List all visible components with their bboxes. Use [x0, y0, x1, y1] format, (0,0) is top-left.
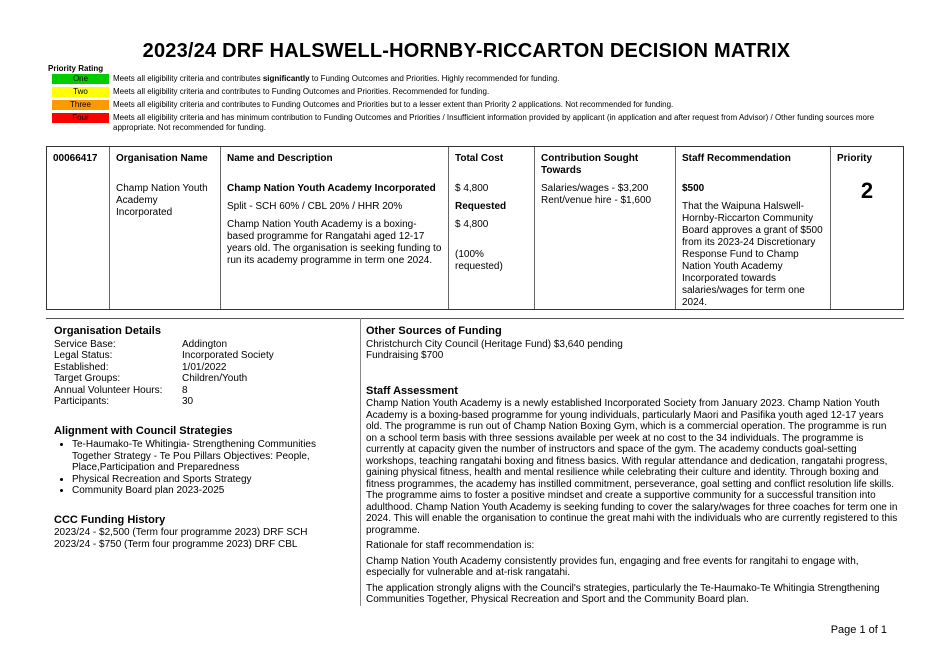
application-id: 00066417 — [53, 153, 98, 164]
detail-row: Service Base: Addington — [54, 338, 228, 350]
header-name-description: Name and Description — [227, 153, 333, 164]
decision-matrix-table — [46, 146, 904, 310]
requested-percentage: (100% requested) — [455, 249, 503, 272]
staff-recommendation-column — [676, 147, 831, 309]
alignment-list — [54, 439, 354, 497]
page-title: 2023/24 DRF HALSWELL-HORNBY-RICCARTON DECISION MATRIX — [142, 40, 791, 62]
funding-history-heading: CCC Funding History — [54, 513, 166, 526]
header-priority: Priority — [837, 153, 873, 164]
cost-column — [449, 147, 535, 309]
section-divider — [46, 318, 904, 319]
list-item: • Te-Haumako-Te Whitingia- Strengthening Communities Together Strategy - Te Pou Pillars Objectives: People, Place,Participation and Preparedness — [72, 439, 354, 474]
requested-amount: $ 4,800 — [455, 219, 489, 230]
legend-swatch: Two — [52, 87, 109, 97]
header-organisation: Organisation Name — [116, 153, 208, 164]
legend-text: Meets all eligibility criteria and contributes to Funding Outcomes and Priorities. Recommended for funding. — [113, 87, 490, 96]
recommendation-text: That the Waipuna Halswell-Hornby-Riccarton Community Board approves a grant of $500 from its 2023-24 Discretionary Response Fund to Champ Nation Youth Academy Incorporated towards salaries/wages for term one 2024. — [682, 201, 823, 308]
contribution-item: Rent/venue hire - $1,600 — [541, 195, 652, 206]
rationale-label: Rationale for staff recommendation is: — [366, 540, 535, 551]
contribution-item: Salaries/wages - $3,200 — [541, 183, 649, 194]
detail-row: Participants: 30 — [54, 396, 194, 407]
legend-row — [52, 100, 882, 110]
organisation-name: Champ Nation Youth Academy Incorporated — [116, 183, 208, 218]
rationale-point: The application strongly aligns with the Council's strategies, particularly the Te-Haumako-Te Whitingia Strengthening Communities Together, Physical Recreation and Sport and the Community Board plan. — [366, 582, 880, 605]
contribution-column — [535, 147, 676, 309]
list-item: Christchurch City Council (Heritage Fund) $3,640 pending — [366, 338, 623, 350]
priority-value: 2 — [860, 178, 874, 203]
legend-row — [52, 74, 882, 84]
list-item: 2023/24 - $750 (Term four programme 2023) DRF CBL — [54, 538, 298, 550]
left-panel — [54, 326, 354, 550]
project-description: Champ Nation Youth Academy is a boxing-based programme for Rangatahi aged 12-17 years old. The organisation is seeking funding to run its academy programme in term one 2024. — [227, 219, 442, 266]
list-item: • Community Board plan 2023-2025 — [72, 485, 354, 497]
legend-text: Meets all eligibility criteria and contributes to Funding Outcomes and Priorities but to a lesser extent than Priority 2 applications. Not recommended for funding. — [113, 100, 674, 109]
detail-row: Established: 1/01/2022 — [54, 361, 227, 373]
list-item: Fundraising $700 — [366, 350, 444, 361]
description-column — [221, 147, 449, 309]
priority-rating-heading: Priority Rating — [48, 64, 104, 73]
right-panel — [366, 326, 898, 610]
organisation-details-heading: Organisation Details — [54, 325, 161, 337]
header-total-cost: Total Cost — [455, 153, 504, 164]
requested-label: Requested — [455, 201, 507, 212]
project-title: Champ Nation Youth Academy Incorporated — [227, 183, 436, 194]
assessment-body: Champ Nation Youth Academy is a newly established Incorporated Society from January 2023. Champ Nation Youth Academy is a boxing-based programme for young individuals, particularly Maori and Pasifika youth aged 12-17 years old. The programme is run out of Champ Nation Boxing Gym, which is a commercial operation. The programme is run on a school term basis with three sessions available per week at no cost to the 34 individuals. The programme is currently at capacity given the number of instructors and space of the gym. The academy conducts goal-setting workshops, teaching rangatahi boxing and fitness basics. With regular attendance and dedication, rangatahi progress, gaining physical fitness, health and mental resilience while celebrating their culture and identity. Through boxing and fitness programmes, the academy has instilled commitment, perseverance, goal setting and conflict resolution life skills. The programme aims to foster a positive mindset and create a supportive community for a successful transition into adulthood. Champ Nation Youth Academy is seeking funding to cover the salary/wages for three coaches for term one in 2024. This will enable the organisation to continue the great mahi with the individuals who are currently registered to this programme. — [366, 398, 898, 536]
priority-legend — [52, 74, 882, 136]
application-id-column — [47, 147, 110, 309]
organisation-column — [110, 147, 221, 309]
legend-text: Meets all eligibility criteria and contributes significantly to Funding Outcomes and Priorities. Highly recommended for funding. — [113, 74, 560, 83]
other-funding-heading: Other Sources of Funding — [366, 325, 502, 337]
legend-swatch: Three — [52, 100, 109, 110]
header-contribution: Contribution Sought Towards — [541, 153, 639, 176]
column-divider — [360, 318, 361, 606]
priority-column — [831, 147, 903, 309]
detail-row: Legal Status: Incorporated Society — [54, 350, 274, 361]
legend-swatch: One — [52, 74, 109, 84]
list-item: • Physical Recreation and Sports Strategy — [72, 474, 354, 486]
staff-assessment-heading: Staff Assessment — [366, 384, 458, 397]
legend-row — [52, 87, 882, 97]
legend-text: Meets all eligibility criteria and has minimum contribution to Funding Outcomes and Priorities / Insufficient information provided by applicant (in application and after request from Advisor) / Other funding sources more appropriate. Not recommended for funding. — [113, 113, 875, 132]
legend-row — [52, 113, 882, 133]
header-staff-recommendation: Staff Recommendation — [682, 153, 791, 164]
rationale-point: Champ Nation Youth Academy consistently provides fun, engaging and free events for rangitahi to engage with, especially for vulnerable and at-risk rangatahi. — [366, 555, 859, 578]
recommended-amount: $500 — [682, 183, 705, 194]
detail-row: Target Groups: Children/Youth — [54, 373, 248, 384]
detail-row: Annual Volunteer Hours: 8 — [54, 384, 188, 396]
funding-split: Split - SCH 60% / CBL 20% / HHR 20% — [227, 201, 403, 212]
legend-swatch: Four — [52, 113, 109, 123]
page-number: Page 1 of 1 — [830, 624, 887, 636]
list-item: 2023/24 - $2,500 (Term four programme 2023) DRF SCH — [54, 527, 308, 538]
total-cost: $ 4,800 — [455, 183, 489, 194]
alignment-heading: Alignment with Council Strategies — [54, 424, 233, 437]
